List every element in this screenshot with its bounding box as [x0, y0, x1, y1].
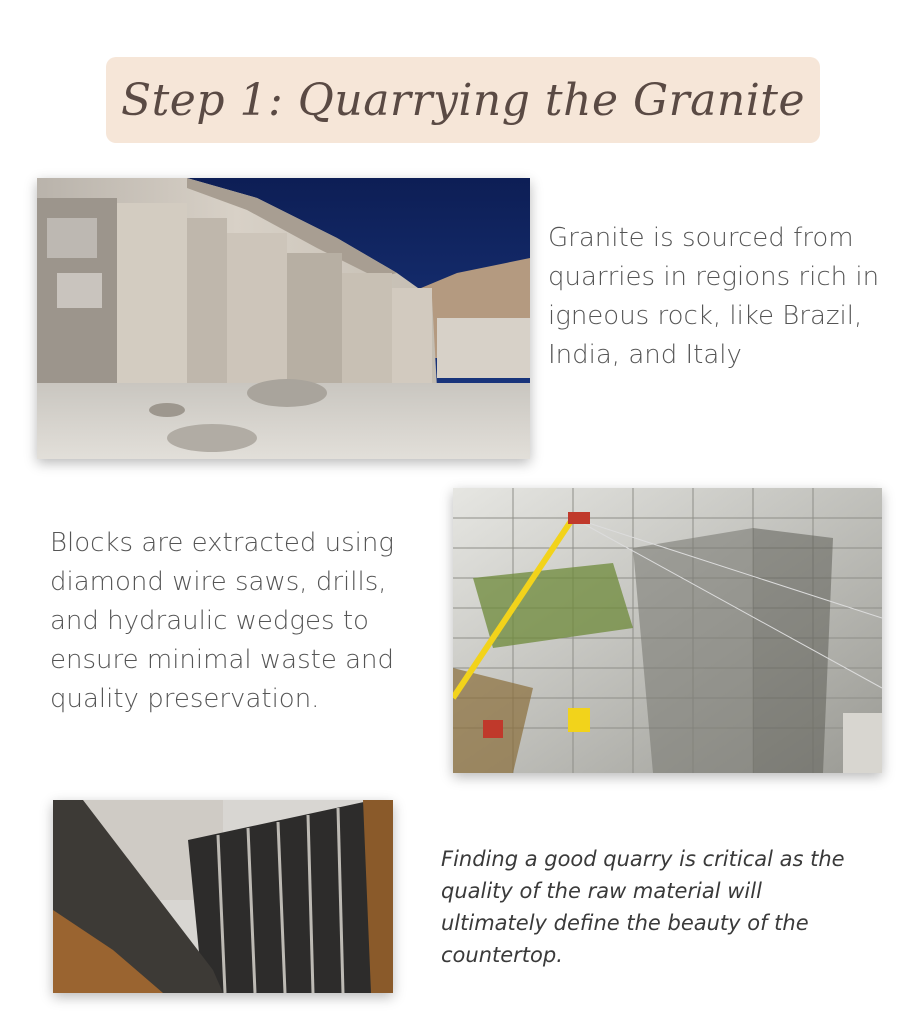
quarry-crane-photo — [453, 488, 882, 773]
page-title: Step 1: Quarrying the Granite — [120, 74, 806, 126]
section-2-text: Blocks are extracted using diamond wire saws, drills, and hydraulic wedges to ensure minimal waste and quality preservation. — [50, 528, 394, 714]
section-3-text: Finding a good quarry is critical as the quality of the raw material will ultimately define the beauty of the countertop. — [441, 847, 845, 967]
quarry-cliff-photo — [37, 178, 530, 459]
granite-blocks-photo — [53, 800, 393, 993]
section-1-text: Granite is sourced from quarries in regions rich in igneous rock, like Brazil, India, and Italy — [548, 223, 880, 370]
title-banner — [106, 57, 820, 143]
